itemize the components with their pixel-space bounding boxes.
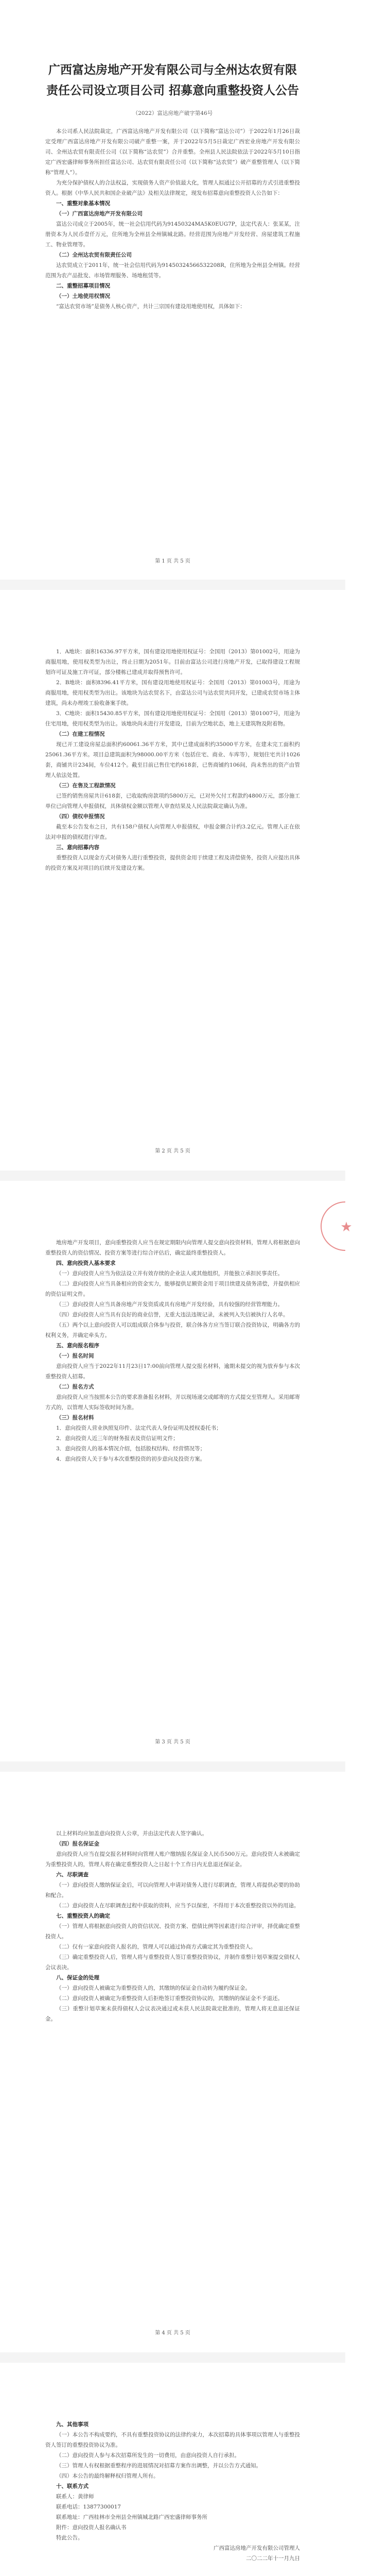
subsection-heading: （三）报名材料 [56,1415,94,1421]
paragraph: 重整投资人以现金方式对债务人进行重整投资，提供资金用于续建工程及清偿债务，投资人应提出具体的投资方案及对项目的后续开发建设方案。 [45,855,300,871]
paragraph: 联系电话：13877300017 [56,2504,121,2510]
paragraph: 广西富达房地产开发有限公司管理人 [214,2545,300,2551]
page-5-body [0,2363,345,2564]
section-heading: 九、其他事项 [56,2421,89,2428]
paragraph: 现已开工建设房屋总面积约60061.36平方米，其中已建成面积约35000平方米，在建未完工面积约25061.36平方米。项目总建筑面积为98000.00平方米（包括住宅、商业、车库等），规划住宅共计1026套，商铺共计234间，车位412个。截至目前已售住宅约618套，已售商铺约106间，尚未售出的资产由管理人依法处置。 [45,741,300,778]
paragraph: （一）意向投资人缴纳保证金后，可以向管理人申请对债务人进行尽职调查，管理人将提供必要的协助和配合。 [45,1882,300,1899]
paragraph: （三）确定重整投资人后，管理人将与重整投资人签订重整投资协议，并制作重整计划草案提交债权人会议表决。 [45,1954,300,1971]
section-heading: 二、重整招募项目情况 [56,283,110,289]
subsection-heading: （二）全州达农贸有限责任公司 [56,252,132,258]
section-heading: 一、重整对象基本情况 [56,200,110,207]
paragraph: （二）意向投资人被确定为重整投资人后拒绝签订重整投资协议的，其缴纳的保证金不予退还。 [56,1995,283,2002]
subsection-heading: （三）在售及工程款情况 [56,783,116,789]
page-number: 第 2 页 共 5 页 [155,1148,190,1154]
paragraph: 联系人：黄律师 [56,2494,94,2500]
paragraph: （二）仅有一家意向投资人报名的，管理人可以通过协商方式确定其为重整投资人。 [56,1944,256,1950]
document-page-5 [0,2363,345,2576]
paragraph: （五）两个以上意向投资人可以组成联合体参与投资，联合体各方应当签订联合投资协议，明确各方的权利义务，并确定牵头方。 [45,1322,300,1338]
section-heading: 六、尽职调查 [56,1872,89,1878]
section-heading: 七、重整投资人的确定 [56,1913,110,1919]
paragraph: （一）本公告不构成要约，不具有重整投资协议的法律约束力，本次招募的具体事项以管理人与重整投资人签订的重整投资协议为准。 [45,2432,300,2448]
subsection-heading: （一）广西富达房地产开发有限公司 [56,211,143,217]
page-4-body [0,1772,345,2024]
page-title: 广西富达房地产开发有限公司与全州达农贸有限责任公司设立项目公司 招募意向重整投资人公告 [46,63,299,97]
subsection-heading: （一）土地使用权情况 [56,293,110,299]
page-separator [0,2352,345,2363]
svg-text:★: ★ [340,1219,352,1235]
paragraph: （二）意向投资人参与本次招募所发生的一切费用，由意向投资人自行承担。 [56,2452,240,2459]
section-heading: 五、意向报名程序 [56,1343,99,1349]
subsection-heading: （四）报名保证金 [56,1841,99,1847]
paragraph: 1．A地块：面积16336.97平方米，国有建设用地使用权证号：全国用（2013）第01002号，用途为商服用地，使用权类型为出让，终止日期为2051年。目前由富达公司进行房地产开发，已取得建设工程规划许可证及施工许可证，部分楼栋已建成并取得预售许可。 [45,649,300,675]
document-page-3 [0,1181,352,1761]
paragraph: （三）意向投资人应当具备房地产开发资质或具有房地产开发经验，具有较强的经营管理能力。 [56,1301,283,1308]
section-heading: 三、意向招募内容 [56,844,99,851]
paragraph: 达农贸成立于2011年，统一社会信用代码为91450324566532208R，住所地为全州县全州镇。经营范围为农产品批发、市场管理服务、场地租赁等。 [45,262,300,279]
document-page-1 [0,0,345,580]
paragraph: （一）管理人将根据意向投资人的资信状况、投资方案、偿债比例等因素进行综合评审，择优确定重整投资人。 [45,1923,300,1940]
paragraph: （一）意向投资人被确定为重整投资人的，其缴纳的保证金自动转为履约保证金。 [56,1985,251,1991]
page-number: 第 4 页 共 5 页 [155,2330,190,2336]
paragraph: （二）意向投资人应当具备相应的资金实力，能够提供足额资金用于项目续建及债务清偿，并提供相应的资信证明文件。 [45,1281,300,1297]
paragraph: （三）重整计划草案未获得债权人会议表决通过或未获人民法院裁定批准的，管理人将无息退还保证金。 [45,2006,300,2022]
paragraph: 3．C地块：面积15430.85平方米，国有建设用地使用权证号：全国用（2013）第01007号，用途为住宅用地，使用权类型为出让。该地块尚未进行开发建设，目前为空地状态，地上无建筑物及附着物。 [45,710,300,727]
paragraph: 附件：意向投资人报名确认书 [56,2524,127,2531]
subsection-heading: （二）在建工程情况 [56,731,105,737]
page-number: 第 1 页 共 5 页 [155,558,190,564]
page-separator [0,1761,345,1772]
document-number: （2022）富达房地产破字第46号 [132,110,213,116]
subsection-heading: （四）债权申报情况 [56,814,105,820]
paragraph: 特此公告。 [56,2535,83,2541]
paragraph: 已签约销售房屋共计618套，已收取购房款项约5800万元，已对外欠付工程款约4800万元，部分施工单位已向管理人申报债权，具体债权金额以管理人审查结果及人民法院裁定确认为准。 [45,793,300,809]
paragraph: 4．意向投资人关于参与本次重整投资的初步意向及投资方案。 [56,1456,206,1462]
document-page-4 [0,1772,345,2352]
paragraph: 联系地址：广西桂林市全州县全州镇城北路广西宏盛律师事务所 [56,2514,207,2520]
paragraph: （一）意向投资人应当为依法设立并有效存续的企业法人或其他组织，并能独立承担民事责任。 [56,1270,283,1277]
paragraph: 以上材料均应加盖意向投资人公章，并由法定代表人签字确认。 [56,1831,207,1837]
section-heading: 八、保证金的处理 [56,1975,99,1981]
page-separator [0,580,345,590]
page-3-body [0,1181,345,1464]
paragraph: 地房地产开发项目，意向重整投资人应当在规定期限内向管理人提交意向投资材料，管理人将根据意向重整投资人的资信情况、投资方案等进行综合评估后，确定最终重整投资人。 [45,1240,300,1256]
paragraph: 二〇二二年十一月九日 [246,2555,300,2562]
page-separator [0,1171,345,1181]
section-heading: 十、联系方式 [56,2483,89,2489]
subsection-heading: （二）报名方式 [56,1384,94,1390]
paragraph: （三）管理人有权根据重整程序的进展情况对招募方案作出调整，并以公告方式通知。 [56,2463,261,2469]
official-seal-icon [321,1201,352,1251]
page-2-body [0,590,345,873]
paragraph: 截至本公告发布之日，共有158户债权人向管理人申报债权，申报金额合计约3.2亿元。管理人正在依法对申报的债权进行审查。 [45,824,300,840]
paragraph: 2．意向投资人近三年的财务报表及资信证明文件； [56,1435,179,1442]
paragraph: 意向投资人应当于2022年11月23日17:00前向管理人提交报名材料，逾期未提交的视为放弃参与本次重整投资人招募。 [45,1363,300,1380]
paragraph: 1．意向投资人营业执照复印件、法定代表人身份证明及授权委托书； [56,1425,222,1431]
paragraph: 3．意向投资人的基本情况介绍，包括股权结构、经营情况等； [56,1446,206,1452]
document-page-2 [0,590,345,1171]
paragraph: （四）意向投资人应当具有良好的商业信誉，无重大违法违规记录，未被列入失信被执行人名单。 [56,1312,289,1318]
subsection-heading: （一）报名时间 [56,1353,94,1359]
section-heading: 四、意向投资人基本要求 [56,1260,116,1266]
paragraph: 本公司系人民法院裁定，广西富达房地产开发有限公司（以下简称“富达公司”）于2022年1月26日裁定受理广西富达房地产开发有限公司破产重整一案，并于2022年5月5日裁定广西宏业房地产开发有限公司、全州达农贸有限责任公司（以下简称“达农贸”）合并重整。全州县人民法院依法于2022年5月10日指定广西宏盛律师事务所担任富达公司、达农贸有限责任公司（以下简称“达农贸”）破产重整管理人（以下简称“管理人”）。 [45,128,300,176]
paragraph: 2．B地块：面积8396.41平方米，国有建设用地使用权证号：全国用（2013）第01003号，用途为商服用地，使用权类型为出让。该地块为达农贸名下，由富达公司与达农贸共同开发，已建成农贸市场主体建筑，尚未办理竣工验收备案手续。 [45,680,300,706]
paragraph: 富达公司成立于2005年，统一社会信用代码为91450324MA5K0EUG7P，法定代表人：张某某，注册资本为人民币壹仟万元，住所地为全州县全州镇城北路。经营范围为房地产开发经营、房屋建筑工程施工、物业管理等。 [45,221,300,248]
paragraph: （四）本公告的最终解释权归管理人所有。 [56,2473,159,2479]
paragraph: （二）意向投资人在尽职调查过程中获取的资料，应当予以保密，不得用于本次重整投资以外的用途。 [56,1903,299,1909]
paragraph: 意向投资人应当按照本公告的要求准备报名材料，并以现场递交或邮寄的方式提交至管理人。采用邮寄方式的，以管理人实际签收时间为准。 [45,1394,300,1411]
page-number: 第 3 页 共 5 页 [155,1739,190,1745]
paragraph: “富达农贸市场”是债务人核心资产，共计三宗国有建设用地使用权，具体如下： [56,303,245,310]
paragraph: 为充分保护债权人的合法权益，实现债务人资产价值最大化，管理人拟通过公开招募的方式引进重整投资人。根据《中华人民共和国企业破产法》及相关法律规定，现发布招募意向重整投资人公告如下： [45,180,300,196]
paragraph: 意向投资人应当在提交报名材料时向管理人账户缴纳报名保证金人民币500万元。意向投资人未被确定为重整投资人的，管理人将在确定重整投资人之日起十个工作日内无息退还保证金。 [45,1851,300,1868]
page-1-body [0,126,345,312]
